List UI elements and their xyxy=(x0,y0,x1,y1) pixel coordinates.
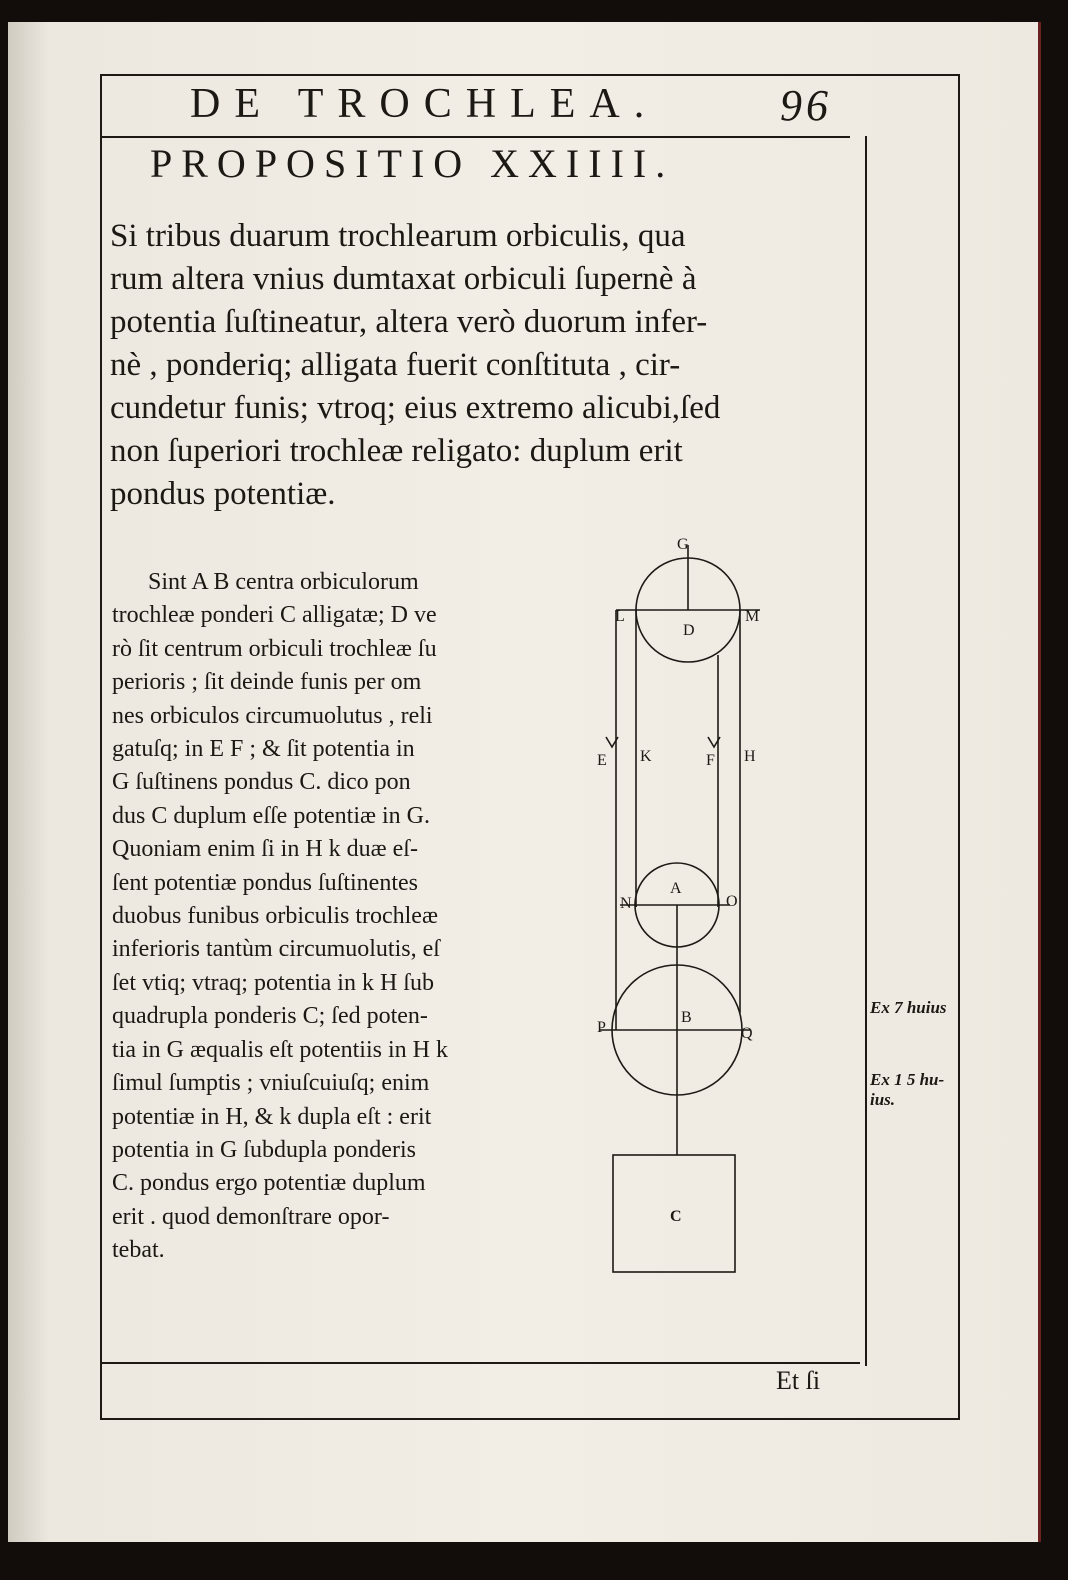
margin-note-1: Ex 7 huius xyxy=(870,998,947,1017)
enunciation-line: cundetur funis; vtroq; eius extremo alicubi,ſed xyxy=(110,390,721,426)
label-d: D xyxy=(683,622,695,639)
demonstration-line: tia in G æqualis eſt potentiis in H k xyxy=(112,1036,448,1063)
enunciation-line: Si tribus duarum trochlearum orbiculis, qua xyxy=(110,218,686,254)
demonstration-line: potentiæ in H, & k dupla eſt : erit xyxy=(112,1103,432,1130)
demonstration-line: duobus funibus orbiculis trochleæ xyxy=(112,903,438,930)
margin-note-line: Ex 1 5 hu- xyxy=(870,1070,945,1089)
demonstration xyxy=(112,566,512,1268)
enunciation-line: potentia ſuſtineatur, altera verò duorum infer- xyxy=(110,304,708,340)
label-n: N xyxy=(620,895,632,912)
demonstration-line: nes orbiculos circumuolutus , reli xyxy=(112,702,433,729)
enunciation-line: non ſuperiori trochleæ religato: duplum erit xyxy=(110,433,683,469)
demonstration-line: gatuſq; in E F ; & ſit potentia in xyxy=(112,736,415,763)
label-h: H xyxy=(744,748,756,765)
demonstration-line: ſent potentiæ pondus ſuſtinentes xyxy=(112,869,418,896)
demonstration-line: tebat. xyxy=(112,1237,165,1264)
demonstration-line: quadrupla ponderis C; ſed poten- xyxy=(112,1003,428,1030)
demonstration-line: Quoniam enim ſi in H k duæ eſ- xyxy=(112,836,418,863)
demonstration-line: potentia in G ſubdupla ponderis xyxy=(112,1136,416,1163)
label-b: B xyxy=(681,1009,692,1026)
label-k: K xyxy=(640,748,652,765)
demonstration-line: ſimul ſumptis ; vniuſcuiuſq; enim xyxy=(112,1070,430,1097)
catchword: Et ſi xyxy=(776,1366,821,1395)
label-e: E xyxy=(597,752,607,769)
label-m: M xyxy=(745,608,760,625)
demonstration-line: rò ſit centrum orbiculi trochleæ ſu xyxy=(112,635,437,662)
proposition-title: PROPOSITIO XXIIII. xyxy=(150,141,675,186)
demonstration-line: dus C duplum eſſe potentiæ in G. xyxy=(112,802,430,829)
label-q: Q xyxy=(741,1025,753,1042)
enunciation-line: pondus potentiæ. xyxy=(110,476,336,512)
running-head: DE TROCHLEA. xyxy=(190,81,659,127)
label-o: O xyxy=(726,893,738,910)
label-a: A xyxy=(670,880,682,897)
label-l: L xyxy=(615,608,625,625)
footer-rule xyxy=(100,1362,860,1364)
margin-note-line: ius. xyxy=(870,1090,896,1109)
label-g: G xyxy=(677,536,689,553)
enunciation-line: nè , ponderiq; alligata fuerit conſtituta , cir- xyxy=(110,347,681,383)
demonstration-line: inferioris tantùm circumuolutis, eſ xyxy=(112,936,440,963)
demonstration-line: erit . quod demonſtrare opor- xyxy=(112,1203,390,1230)
pulley-diagram xyxy=(580,525,780,1285)
demonstration-line: perioris ; ſit deinde funis per om xyxy=(112,669,422,696)
enunciation xyxy=(110,215,850,516)
label-c: C xyxy=(670,1208,682,1225)
demonstration-line: C. pondus ergo potentiæ duplum xyxy=(112,1170,426,1197)
demonstration-line: trochleæ ponderi C alligatæ; D ve xyxy=(112,602,437,629)
label-p: P xyxy=(597,1019,606,1036)
header-rule xyxy=(100,136,850,138)
demonstration-line: G ſuſtinens pondus C. dico pon xyxy=(112,769,411,796)
demonstration-line: Sint A B centra orbiculorum xyxy=(148,569,419,595)
page-number: 96 xyxy=(780,81,832,130)
margin-note-2 xyxy=(870,1070,944,1110)
label-f: F xyxy=(706,752,715,769)
demonstration-line: ſet vtiq; vtraq; potentia in k H ſub xyxy=(112,969,434,996)
enunciation-line: rum altera vnius dumtaxat orbiculi ſupernè à xyxy=(110,261,697,297)
